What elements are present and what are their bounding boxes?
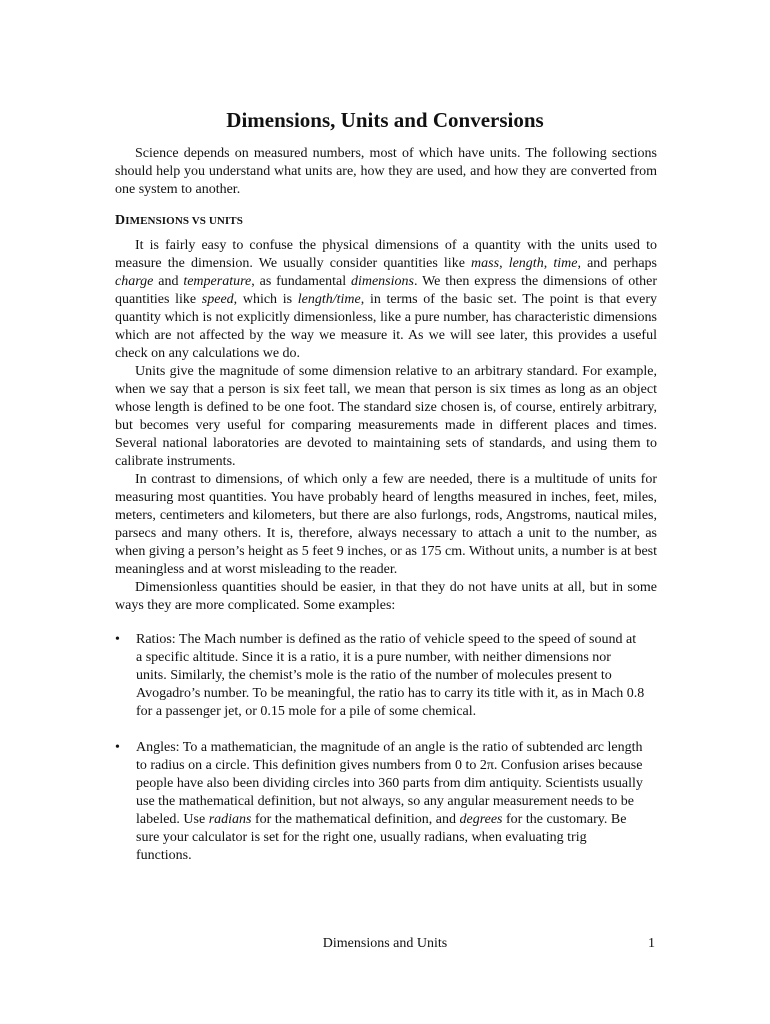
term-dimensions: dimensions: [350, 274, 414, 289]
list-item-text: Angles: To a mathematician, the magnitude of an angle is the ratio of subtended arc length to radius on a circle. This definition gives numbers from 0 to 2π. Confusion arises because people have also been dividing circles into 360 parts from dim antiquity. Scientists usually use the mathematical definition, but not always, so any angular measurement needs to be labeled. Use radians for the mathematical definition, and degrees for the customary. Be sure your calculator is set for the right one, usually radians, when evaluating trig functions.: [136, 740, 643, 863]
term-mass: mass: [471, 256, 500, 271]
term-degrees: degrees: [459, 812, 503, 827]
intro-text: Science depends on measured numbers, most of which have units. The following sections should help you understand what units are, how they are used, and how they are converted from one system to another.: [115, 146, 657, 197]
term-length: length: [508, 256, 544, 271]
term-length-time: length/time: [297, 292, 361, 307]
intro-paragraph: [115, 145, 657, 199]
term-charge: charge: [115, 274, 154, 289]
paragraph-multitude: In contrast to dimensions, of which only a few are needed, there is a multitude of units for measuring most quantities. You have probably heard of lengths measured in inches, feet, miles, meters, centimeters and kilometers, but there are also furlongs, rods, Angstroms, nautical miles, parsecs and many others. It is, therefore, always necessary to attach a unit to the number, as when giving a person’s height as 5 feet 9 inches, or as 175 cm. Without units, a number is at best meaningless and at worst misleading to the reader.: [115, 472, 657, 577]
section-heading-rest: IMENSIONS VS UNITS: [125, 215, 243, 227]
page-number: 1: [648, 936, 655, 951]
term-temperature: temperature: [183, 274, 252, 289]
term-time: time: [553, 256, 578, 271]
bullet-icon: •: [115, 740, 120, 755]
examples-list: [115, 631, 645, 865]
section-body: [115, 237, 657, 615]
term-radians: radians: [208, 812, 252, 827]
paragraph-units: Units give the magnitude of some dimension relative to an arbitrary standard. For example, when we say that a person is six feet tall, we mean that person is six times as long as an object whose length is defined to be one foot. The standard size chosen is, of course, entirely arbitrary, but becomes very useful for comparing measurements made in different places and times. Several national laboratories are devoted to maintaining sets of standards, and using them to calibrate instruments.: [115, 364, 657, 469]
list-item-angles: [115, 739, 645, 865]
section-heading: [115, 213, 243, 229]
term-speed: speed: [201, 292, 234, 307]
bullet-icon: •: [115, 632, 120, 647]
section-heading-initial: D: [115, 213, 126, 228]
paragraph-dimensionless: Dimensionless quantities should be easier, in that they do not have units at all, but in some ways they are more complicated. Some examples:: [115, 580, 657, 613]
paragraph-dimensions: It is fairly easy to confuse the physical dimensions of a quantity with the units used to measure the dimension. We usually consider quantities like mass, length, time, and perhaps charge and temperature, as fundamental dimensions. We then express the dimensions of other quantities like speed, which is length/time, in terms of the basic set. The point is that every quantity which is not explicitly dimensionless, like a pure number, has characteristic dimensions which are not affected by the way we measure it. As we will see later, this provides a useful check on any calculations we do.: [115, 238, 657, 361]
list-item-ratios: [115, 631, 645, 721]
list-item-text: Ratios: The Mach number is defined as the ratio of vehicle speed to the speed of sound at a specific altitude. Since it is a ratio, it is a pure number, with neither dimensions nor units. Similarly, the chemist’s mole is the ratio of the number of molecules present to Avogadro’s number. To be meaningful, the ratio has to carry its title with it, as in Mach 0.8 for a passenger jet, or 0.15 mole for a pile of some chemical.: [136, 632, 645, 719]
footer-title: Dimensions and Units: [322, 936, 448, 951]
page-title: Dimensions, Units and Conversions: [226, 108, 544, 132]
